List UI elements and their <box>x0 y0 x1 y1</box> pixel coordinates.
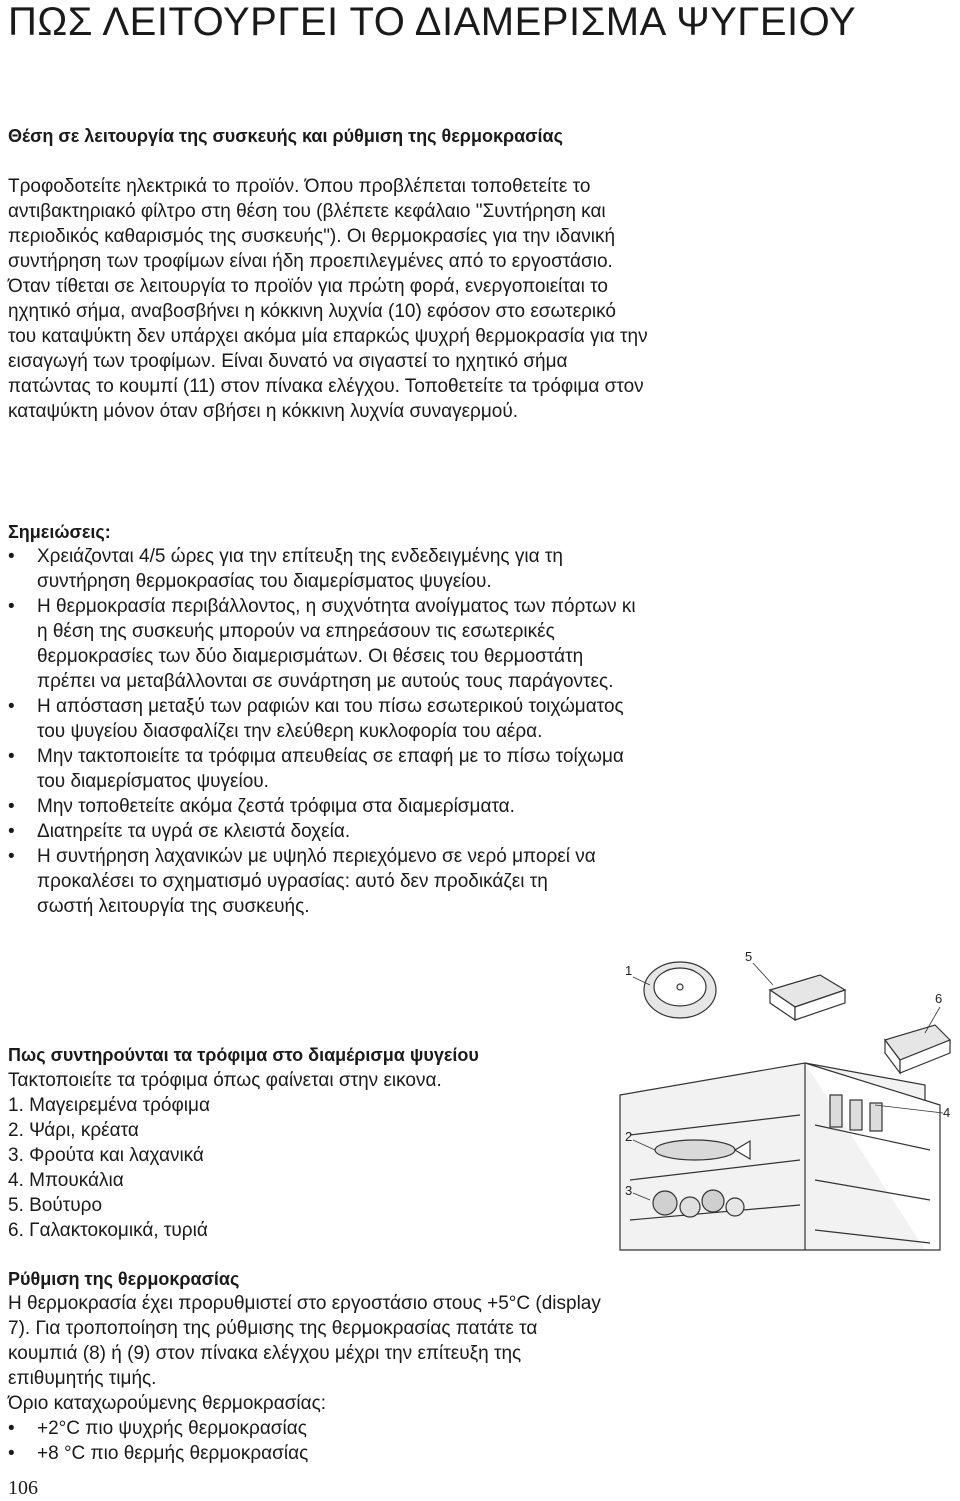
bullet-icon: • <box>8 696 15 717</box>
figure-label-4: 4 <box>943 1105 951 1120</box>
page-title: ΠΩΣ ΛΕΙΤΟΥΡΓΕΙ ΤΟ ΔΙΑΜΕΡΙΣΜΑ ΨΥΓΕΙΟΥ <box>8 0 857 44</box>
bullet-icon: • <box>8 546 15 567</box>
temperature-range-label: Όριο καταχωρούμενης θερμοκρασίας: <box>8 1393 327 1414</box>
bullet-icon: • <box>8 821 15 842</box>
list-item: • Μην τοποθετείτε ακόμα ζεστά τρόφιμα στα διαμερίσματα. <box>8 796 515 817</box>
section-heading-operation: Θέση σε λειτουργία της συσκευής και ρύθμιση της θερμοκρασίας <box>8 126 563 146</box>
figure-label-5: 5 <box>745 949 753 964</box>
storage-intro: Τακτοποιείτε τα τρόφιμα όπως φαίνεται στην εικονα. <box>8 1070 442 1091</box>
list-item: 2. Ψάρι, κρέατα <box>8 1120 139 1141</box>
list-item: 4. Μπουκάλια <box>8 1170 124 1191</box>
bullet-icon: • <box>8 1443 15 1464</box>
list-item: • Η συντήρηση λαχανικών με υψηλό περιεχόμενο σε νερό μπορεί να προκαλέσει το σχηματισμό υγρασίας: αυτό δεν προδικάζει τη σωστή λειτουργία της συσκευής. <box>8 846 596 917</box>
list-item: • Διατηρείτε τα υγρά σε κλειστά δοχεία. <box>8 821 351 842</box>
bullet-icon: • <box>8 846 15 867</box>
fridge-illustration <box>605 945 955 1255</box>
list-item: • +2°C πιο ψυχρής θερμοκρασίας <box>8 1418 307 1439</box>
bullet-icon: • <box>8 796 15 817</box>
list-item: 5. Βούτυρο <box>8 1195 103 1216</box>
notes-heading: Σημειώσεις: <box>8 522 111 542</box>
figure-label-1: 1 <box>625 963 633 978</box>
bullet-icon: • <box>8 746 15 767</box>
figure-label-6: 6 <box>935 991 943 1006</box>
temperature-range-list <box>8 1416 638 1466</box>
temperature-body: Η θερμοκρασία έχει προρυθμιστεί στο εργοστάσιο στους +5°C (display 7). Για τροποποίηση της ρύθμισης της θερμοκρασίας πατάτε τα κουμπιά (8) ή (9) στον πίνακα ελέγχου μέχρι την επίτευξη της επιθυμητής τιμής. <box>8 1293 601 1389</box>
figure-label-3: 3 <box>625 1183 633 1198</box>
list-item: • Χρειάζονται 4/5 ώρες για την επίτευξη της ενδεδειγμένης για τη συντήρηση θερμοκρασίας του διαμερίσματος ψυγείου. <box>8 546 563 592</box>
fish-icon <box>655 1140 735 1160</box>
bullet-icon: • <box>8 1418 15 1439</box>
page-number: 106 <box>8 1477 38 1499</box>
bottle-icon <box>830 1095 842 1127</box>
storage-list <box>8 1093 210 1243</box>
list-item: 3. Φρούτα και λαχανικά <box>8 1145 204 1166</box>
list-item: 6. Γαλακτοκομικά, τυριά <box>8 1220 208 1241</box>
list-item: 1. Μαγειρεμένα τρόφιμα <box>8 1095 210 1116</box>
list-item: • Η θερμοκρασία περιβάλλοντος, η συχνότητα ανοίγματος των πόρτων κι η θέση της συσκευής μπορούν να επηρεάσουν τις εσωτερικές θερμοκρασίες των δύο διαμερισμάτων. Οι θέσεις του θερμοστάτη πρέπει να μεταβάλλονται σε συνάρτηση με αυτούς τους παράγοντες. <box>8 596 636 692</box>
list-item: • Η απόσταση μεταξύ των ραφιών και του πίσω εσωτερικού τοιχώματος του ψυγείου διασφαλίζει την ελεύθερη κυκλοφορία του αέρα. <box>8 696 624 742</box>
vegetables-icon <box>653 1191 677 1215</box>
list-item: • +8 °C πιο θερμής θερμοκρασίας <box>8 1443 309 1464</box>
bullet-icon: • <box>8 596 15 617</box>
storage-heading: Πως συντηρούνται τα τρόφιμα στο διαμέρισμα ψυγείου <box>8 1045 479 1065</box>
list-item: • Μην τακτοποιείτε τα τρόφιμα απευθείας σε επαφή με το πίσω τοίχωμα του διαμερίσματος ψυγείου. <box>8 746 624 792</box>
temperature-heading: Ρύθμιση της θερμοκρασίας <box>8 1269 240 1289</box>
notes-list <box>8 544 638 919</box>
figure-label-2: 2 <box>625 1129 633 1144</box>
section-body-operation: Τροφοδοτείτε ηλεκτρικά το προϊόν. Όπου προβλέπεται τοποθετείτε το αντιβακτηριακό φίλτρο στη θέση του (βλέπετε κεφάλαιο "Συντήρηση και περιοδικός καθαρισμός της συσκευής"). Οι θερμοκρασίες για την ιδανική συντήρηση των τροφίμων είναι ήδη προεπιλεγμένες από το εργοστάσιο. Όταν τίθεται σε λειτουργία το προϊόν για πρώτη φορά, ενεργοποιείται το ηχητικό σήμα, αναβοσβήνει η κόκκινη λυχνία (10) εφόσον στο εσωτερικό του καταψύκτη δεν υπάρχει ακόμα μία επαρκώς ψυχρή θερμοκρασία για την εισαγωγή των τροφίμων. Είναι δυνατό να σιγαστεί το ηχητικό σήμα πατώντας το κουμπί (11) στον πίνακα ελέγχου. Τοποθετείτε τα τρόφιμα στον καταψύκτη μόνον όταν σβήσει η κόκκινη λυχνία συναγερμού. <box>8 176 648 422</box>
